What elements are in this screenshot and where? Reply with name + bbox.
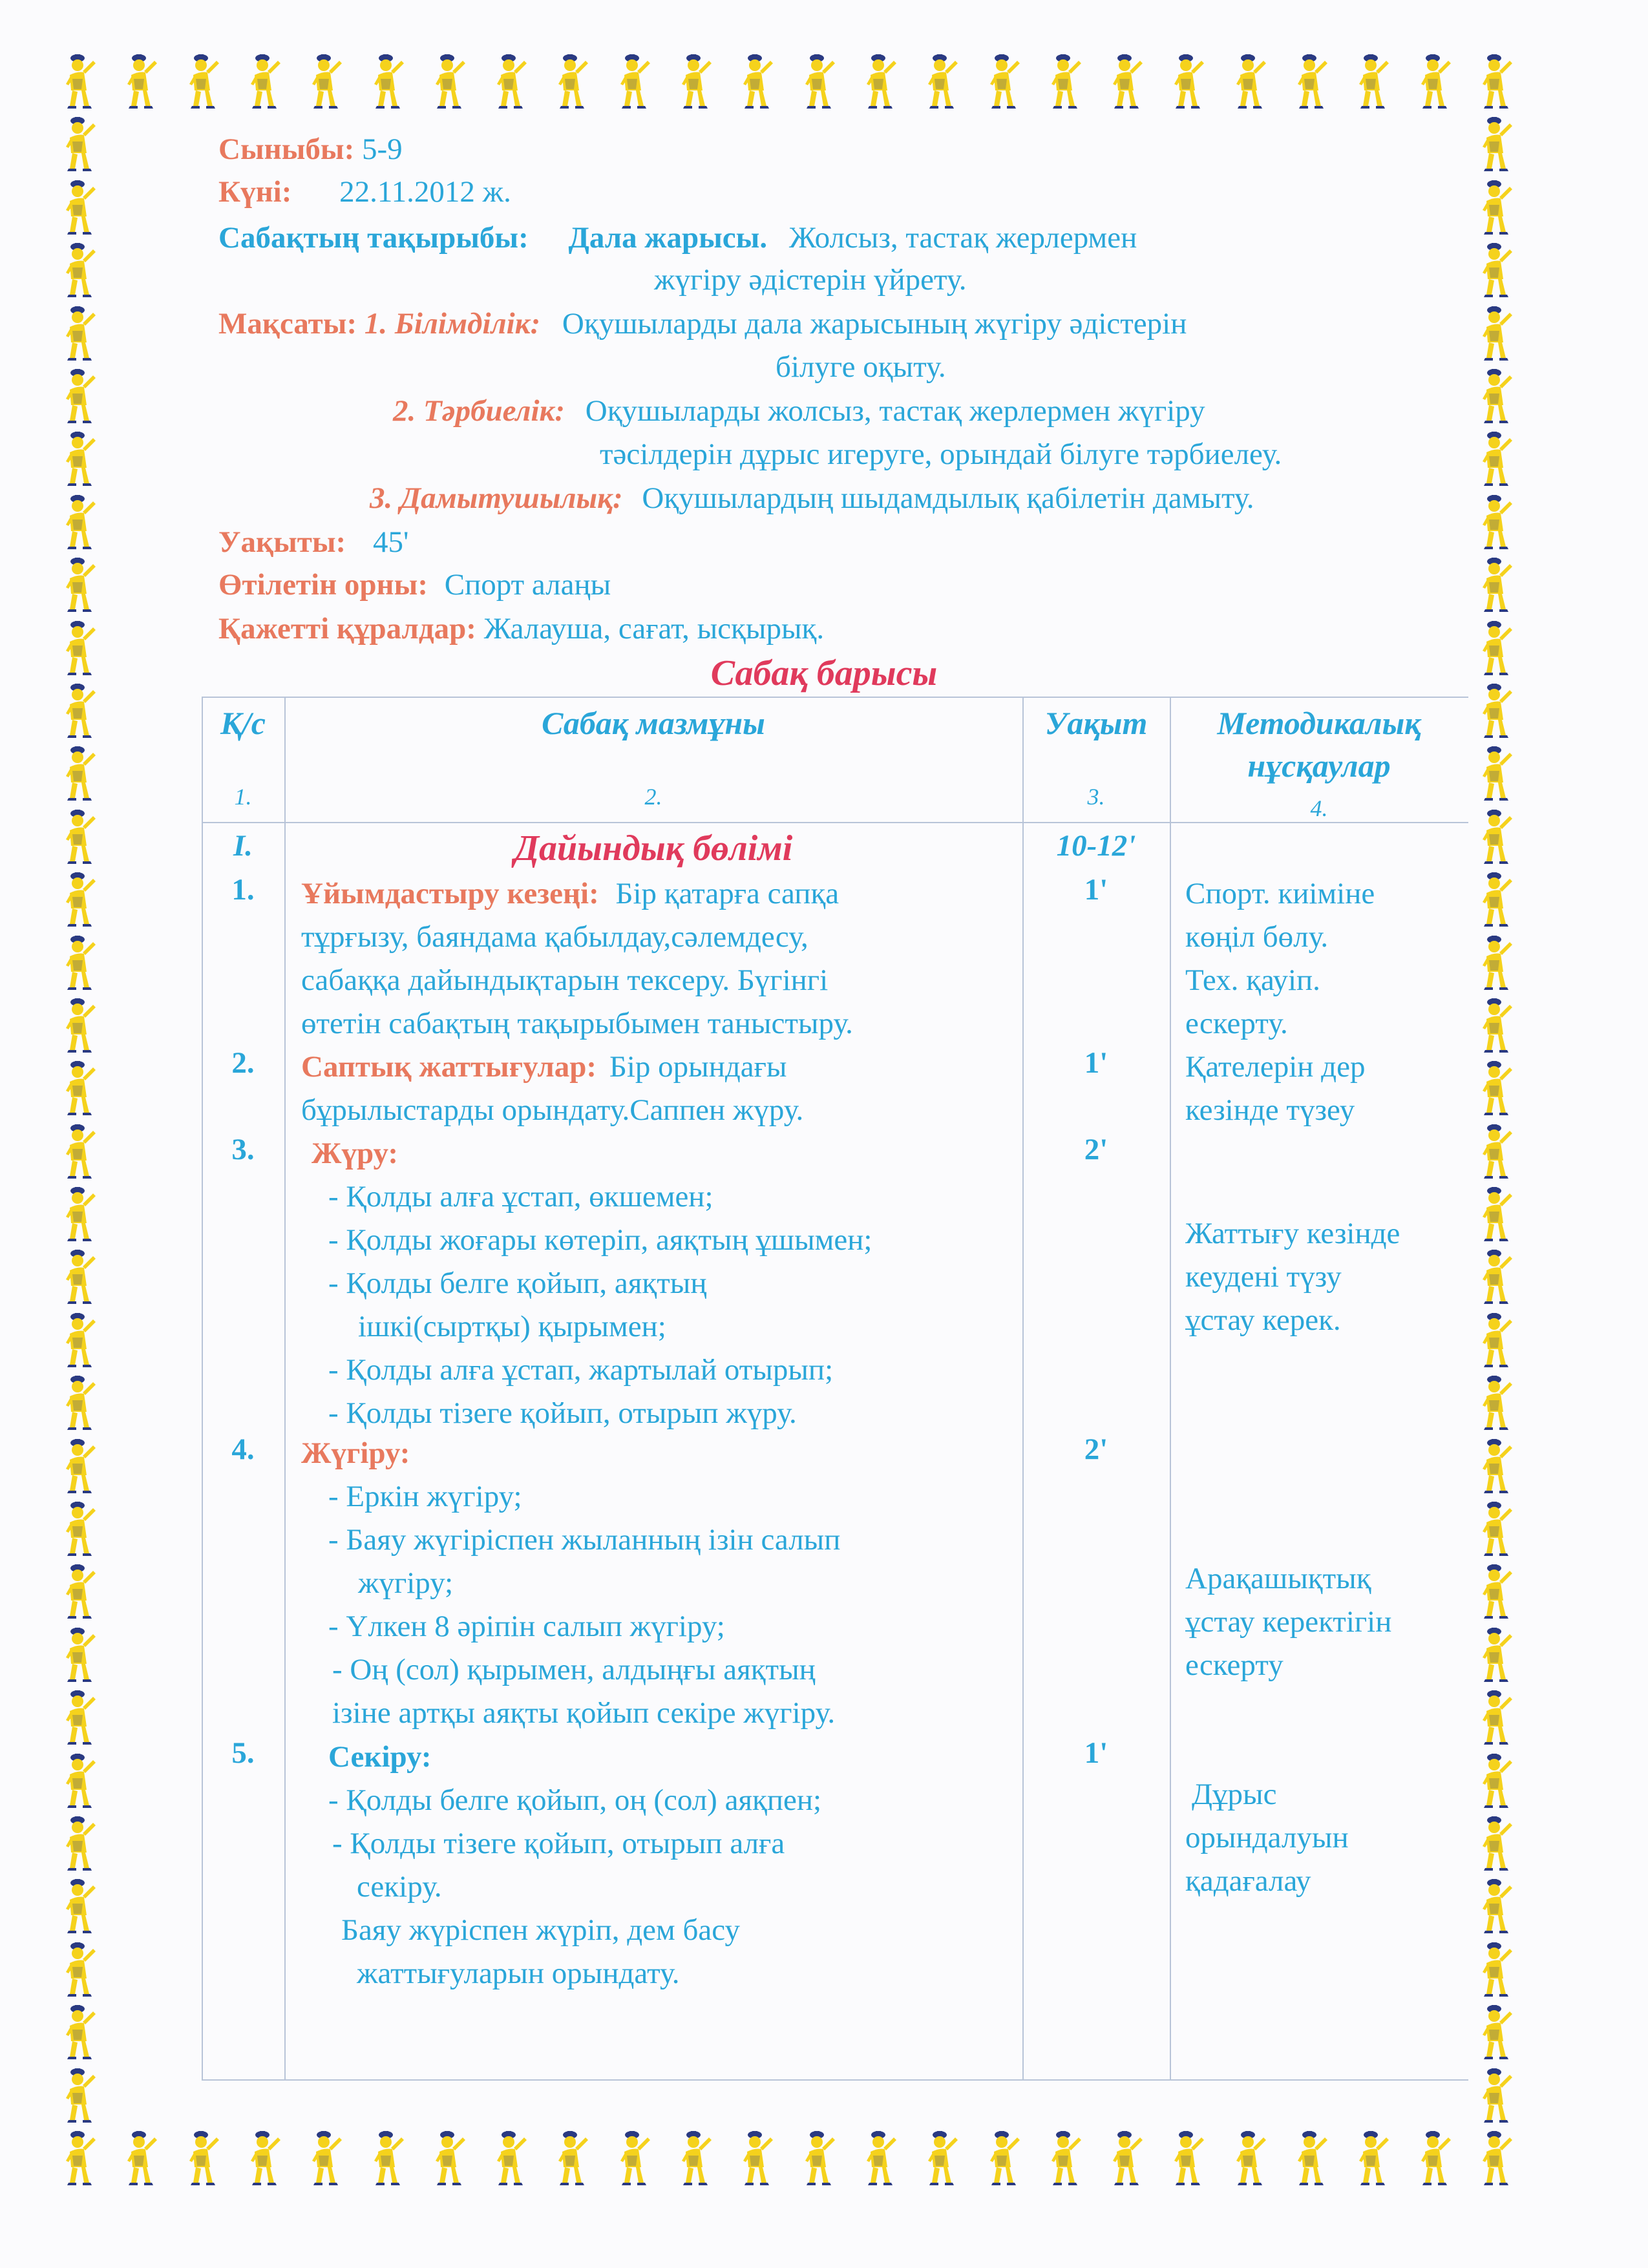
cartoon-figure-icon — [372, 2130, 407, 2187]
cartoon-figure-icon — [1357, 2130, 1391, 2187]
tools-label: Қажетті құралдар: — [218, 612, 476, 646]
cartoon-figure-icon — [63, 2004, 98, 2061]
lesson-title: Сабақ барысы — [710, 653, 938, 693]
header-number: Қ/с — [220, 705, 266, 741]
cartoon-figure-icon — [1480, 997, 1515, 1054]
table-left-border — [202, 697, 203, 2081]
note-4-line-2: орындалуын — [1185, 1821, 1349, 1854]
goals-label: Мақсаты: — [218, 307, 357, 341]
cartoon-figure-icon — [556, 2130, 591, 2187]
cartoon-figure-icon — [679, 2130, 714, 2187]
run-label: Жүгіру: — [301, 1436, 410, 1470]
cartoon-figure-icon — [1172, 2130, 1207, 2187]
cartoon-figure-icon — [372, 53, 407, 110]
table-top-border — [202, 697, 1468, 698]
tools-line — [218, 607, 824, 650]
class-line — [218, 128, 403, 171]
cartoon-figure-icon — [1480, 934, 1515, 991]
row-time-2: 1' — [1084, 1046, 1108, 1080]
header-content: Сабақ мазмұны — [542, 705, 765, 741]
cartoon-figure-icon — [1295, 53, 1330, 110]
cartoon-figure-icon — [1480, 1186, 1515, 1243]
section-time: 10-12' — [1056, 829, 1136, 863]
walk-item-2: - Қолды жоғары көтеріп, аяқтың ұшымен; — [328, 1223, 872, 1257]
cartoon-figure-icon — [988, 2130, 1022, 2187]
class-label: Сыныбы: — [218, 132, 355, 166]
content-org-line — [301, 872, 839, 916]
cartoon-figure-icon — [63, 305, 98, 362]
org-label: Ұйымдастыру кезеңі: — [301, 877, 599, 910]
org-text-3: сабаққа дайындықтарын тексеру. Бүгінгі — [301, 963, 829, 997]
cartoon-figure-icon — [1234, 2130, 1269, 2187]
walk-label: Жүру: — [312, 1137, 399, 1170]
cartoon-figure-icon — [1480, 1626, 1515, 1683]
cartoon-figure-icon — [125, 53, 160, 110]
table-header-border — [202, 822, 1468, 823]
cartoon-figure-icon — [63, 1815, 98, 1872]
cartoon-figure-icon — [1357, 53, 1391, 110]
cartoon-figure-icon — [1480, 1438, 1515, 1495]
note-1-line-5: Қателерін дер — [1185, 1050, 1366, 1084]
section-number: I. — [233, 829, 253, 863]
cartoon-figure-icon — [1172, 53, 1207, 110]
topic-text-cont: жүгіру әдістерін үйрету. — [654, 263, 967, 297]
table-col-divider-1 — [284, 697, 286, 2081]
cartoon-figure-icon — [187, 53, 222, 110]
cartoon-figure-icon — [63, 1752, 98, 1809]
col-number-4: 4. — [1310, 795, 1328, 821]
cartoon-figure-icon — [248, 2130, 283, 2187]
note-3-line-2: ұстау керектігін — [1185, 1605, 1392, 1639]
cartoon-figure-icon — [1110, 53, 1145, 110]
cartoon-figure-icon — [1480, 1312, 1515, 1369]
cartoon-figure-icon — [1480, 1060, 1515, 1117]
header-time: Уақыт — [1044, 705, 1148, 741]
row-time-5: 1' — [1084, 1736, 1108, 1770]
cartoon-figure-icon — [63, 1941, 98, 1998]
place-value: Спорт алаңы — [444, 568, 611, 602]
cartoon-figure-icon — [494, 2130, 529, 2187]
jump-item-2-cont: секіру. — [357, 1870, 442, 1904]
cartoon-figure-icon — [1480, 1941, 1515, 1998]
drill-text-2: бұрылыстарды орындату.Саппен жүру. — [301, 1093, 804, 1127]
run-item-2: - Баяу жүгіріспен жыланның ізін салып — [328, 1523, 841, 1557]
cartoon-figure-icon — [63, 871, 98, 928]
cartoon-figure-icon — [1480, 808, 1515, 865]
cartoon-figure-icon — [63, 1186, 98, 1243]
cartoon-figure-icon — [1480, 1563, 1515, 1620]
note-1-line-1: Спорт. киіміне — [1185, 877, 1375, 910]
table-col-divider-2 — [1022, 697, 1024, 2081]
cartoon-figure-icon — [1419, 53, 1453, 110]
goal2-text-cont: тәсілдерін дұрыс игеруге, орындай білуге тәрбиелеу. — [600, 437, 1282, 471]
cartoon-figure-icon — [63, 1123, 98, 1180]
cartoon-figure-icon — [741, 53, 776, 110]
cartoon-figure-icon — [63, 1500, 98, 1557]
cartoon-figure-icon — [1480, 179, 1515, 236]
note-4-line-3: қадағалау — [1185, 1864, 1311, 1898]
cartoon-figure-icon — [618, 2130, 653, 2187]
cartoon-figure-icon — [63, 242, 98, 299]
jump-label: Секіру: — [328, 1740, 432, 1774]
goal1-text: Оқушыларды дала жарысының жүгіру әдістерін — [562, 307, 1187, 341]
cartoon-figure-icon — [1480, 430, 1515, 487]
row-time-4: 2' — [1084, 1433, 1108, 1466]
cartoon-figure-icon — [63, 1689, 98, 1746]
cartoon-figure-icon — [1480, 305, 1515, 362]
note-1-line-3: Тех. қауіп. — [1185, 963, 1320, 997]
cartoon-figure-icon — [310, 53, 344, 110]
note-2-line-2: кеудені түзу — [1185, 1260, 1342, 1294]
cartoon-figure-icon — [1480, 116, 1515, 173]
jump-item-3-cont: жаттығуларын орындату. — [357, 1957, 680, 1990]
cartoon-figure-icon — [1480, 242, 1515, 299]
cartoon-figure-icon — [1480, 2004, 1515, 2061]
cartoon-figure-icon — [433, 53, 468, 110]
cartoon-figure-icon — [803, 53, 838, 110]
cartoon-figure-icon — [63, 2130, 98, 2187]
jump-item-2: - Қолды тізеге қойып, отырып алға — [332, 1827, 785, 1860]
cartoon-figure-icon — [63, 934, 98, 991]
cartoon-figure-icon — [988, 53, 1022, 110]
cartoon-figure-icon — [433, 2130, 468, 2187]
cartoon-figure-icon — [925, 2130, 960, 2187]
cartoon-figure-icon — [63, 2067, 98, 2124]
cartoon-figure-icon — [864, 53, 899, 110]
topic-label: Сабақтың тақырыбы: — [218, 221, 529, 255]
cartoon-figure-icon — [1480, 1123, 1515, 1180]
section-title: Дайындық бөлімі — [514, 828, 793, 868]
cartoon-figure-icon — [63, 1312, 98, 1369]
content-drill-line — [301, 1045, 787, 1089]
cartoon-figure-icon — [1295, 2130, 1330, 2187]
cartoon-figure-icon — [63, 179, 98, 236]
col-number-2: 2. — [644, 784, 662, 810]
note-2-line-1: Жаттығу кезінде — [1185, 1217, 1400, 1250]
run-item-4-cont: ізіне артқы аяқты қойып секіре жүгіру. — [332, 1696, 836, 1730]
cartoon-figure-icon — [1480, 53, 1515, 110]
cartoon-figure-icon — [494, 53, 529, 110]
goal2-label: 2. Тәрбиелік: — [393, 394, 565, 428]
cartoon-figure-icon — [63, 997, 98, 1054]
drill-label: Саптық жаттығулар: — [301, 1050, 597, 1084]
cartoon-figure-icon — [63, 745, 98, 802]
time-value: 45' — [372, 525, 409, 559]
cartoon-figure-icon — [1480, 745, 1515, 802]
run-item-2-cont: жүгіру; — [358, 1566, 454, 1600]
goal2-text: Оқушыларды жолсыз, тастақ жерлермен жүгіру — [585, 394, 1205, 428]
note-1-line-2: көңіл бөлу. — [1185, 920, 1329, 954]
cartoon-figure-icon — [187, 2130, 222, 2187]
goal3-line — [370, 477, 1254, 520]
walk-item-4: - Қолды алға ұстап, жартылай отырып; — [328, 1353, 834, 1387]
org-text-4: өтетін сабақтың тақырыбымен таныстыру. — [301, 1007, 853, 1040]
org-text-2: тұрғызу, баяндама қабылдау,сәлемдесу, — [301, 920, 808, 954]
cartoon-figure-icon — [1480, 368, 1515, 425]
cartoon-figure-icon — [63, 1878, 98, 1935]
walk-item-1: - Қолды алға ұстап, өкшемен; — [328, 1180, 713, 1213]
cartoon-figure-icon — [1480, 871, 1515, 928]
note-4-line-1: Дұрыс — [1192, 1778, 1277, 1811]
table-bottom-border — [202, 2079, 1468, 2081]
goal1-line — [218, 302, 1187, 345]
cartoon-figure-icon — [125, 2130, 160, 2187]
cartoon-figure-icon — [248, 53, 283, 110]
cartoon-figure-icon — [925, 53, 960, 110]
cartoon-figure-icon — [63, 808, 98, 865]
run-item-4: - Оң (сол) қырымен, алдыңғы аяқтың — [332, 1653, 816, 1686]
cartoon-figure-icon — [1480, 1500, 1515, 1557]
cartoon-figure-icon — [741, 2130, 776, 2187]
goal1-text-cont: білуге оқыту. — [776, 350, 946, 384]
place-line — [218, 563, 611, 606]
cartoon-figure-icon — [63, 1563, 98, 1620]
note-1-line-6: кезінде түзеу — [1185, 1093, 1355, 1127]
cartoon-figure-icon — [1480, 2130, 1515, 2187]
topic-text: Жолсыз, тастақ жерлермен — [788, 221, 1137, 255]
cartoon-figure-icon — [1049, 2130, 1084, 2187]
cartoon-figure-icon — [63, 116, 98, 173]
cartoon-figure-icon — [63, 1438, 98, 1495]
cartoon-figure-icon — [1480, 556, 1515, 613]
goal3-text: Оқушылардың шыдамдылық қабілетін дамыту. — [642, 481, 1254, 515]
cartoon-figure-icon — [63, 1626, 98, 1683]
row-time-3: 2' — [1084, 1133, 1108, 1166]
date-value: 22.11.2012 ж. — [339, 175, 511, 209]
cartoon-figure-icon — [1480, 1752, 1515, 1809]
row-time-1: 1' — [1084, 873, 1108, 907]
cartoon-figure-icon — [679, 53, 714, 110]
note-3-line-1: Арақашықтық — [1185, 1562, 1371, 1595]
cartoon-figure-icon — [803, 2130, 838, 2187]
cartoon-figure-icon — [1480, 1689, 1515, 1746]
note-1-line-4: ескерту. — [1185, 1007, 1288, 1040]
cartoon-figure-icon — [864, 2130, 899, 2187]
walk-item-3-cont: ішкі(сыртқы) қырымен; — [358, 1310, 666, 1343]
walk-item-3: - Қолды белге қойып, аяқтың — [328, 1266, 707, 1300]
cartoon-figure-icon — [1480, 2067, 1515, 2124]
tools-value: Жалауша, сағат, ысқырық. — [483, 612, 825, 646]
row-number-3: 3. — [231, 1133, 255, 1166]
topic-line — [218, 216, 1137, 259]
table-col-divider-3 — [1170, 697, 1171, 2081]
goal1-label: 1. Білімділік: — [364, 307, 541, 341]
cartoon-figure-icon — [1049, 53, 1084, 110]
date-label: Күні: — [218, 175, 292, 209]
cartoon-figure-icon — [556, 53, 591, 110]
cartoon-figure-icon — [63, 1060, 98, 1117]
class-value: 5-9 — [362, 132, 403, 166]
cartoon-figure-icon — [310, 2130, 344, 2187]
cartoon-figure-icon — [1234, 53, 1269, 110]
time-line — [218, 521, 408, 563]
drill-text: Бір орындағы — [609, 1050, 787, 1084]
jump-item-3: Баяу жүріспен жүріп, дем басу — [341, 1913, 740, 1947]
cartoon-figure-icon — [1480, 1248, 1515, 1305]
cartoon-figure-icon — [1419, 2130, 1453, 2187]
cartoon-figure-icon — [63, 430, 98, 487]
col-number-1: 1. — [234, 784, 252, 810]
cartoon-figure-icon — [618, 53, 653, 110]
goal3-label: 3. Дамытушылық: — [370, 481, 623, 515]
date-line — [218, 171, 511, 213]
run-item-3: - Үлкен 8 әріпін салып жүгіру; — [328, 1610, 725, 1643]
note-3-line-3: ескерту — [1185, 1648, 1284, 1682]
cartoon-figure-icon — [63, 1248, 98, 1305]
header-methodical: Методикалық — [1217, 705, 1421, 741]
cartoon-figure-icon — [1480, 494, 1515, 551]
place-label: Өтілетін орны: — [218, 568, 428, 602]
cartoon-figure-icon — [1110, 2130, 1145, 2187]
row-number-2: 2. — [231, 1046, 255, 1080]
cartoon-figure-icon — [63, 368, 98, 425]
walk-item-5: - Қолды тізеге қойып, отырып жүру. — [328, 1396, 797, 1430]
row-number-1: 1. — [231, 873, 255, 907]
note-2-line-3: ұстау керек. — [1185, 1303, 1341, 1337]
cartoon-figure-icon — [1480, 1878, 1515, 1935]
cartoon-figure-icon — [1480, 1815, 1515, 1872]
cartoon-figure-icon — [63, 494, 98, 551]
cartoon-figure-icon — [63, 1374, 98, 1431]
org-text: Бір қатарға сапқа — [615, 877, 840, 910]
cartoon-figure-icon — [63, 53, 98, 110]
row-number-4: 4. — [231, 1433, 255, 1466]
col-number-3: 3. — [1087, 784, 1105, 810]
topic-title: Дала жарысы. — [568, 221, 768, 255]
row-number-5: 5. — [231, 1736, 255, 1770]
cartoon-figure-icon — [1480, 1374, 1515, 1431]
time-label: Уақыты: — [218, 525, 346, 559]
cartoon-figure-icon — [63, 556, 98, 613]
header-instructions: нұсқаулар — [1247, 748, 1391, 784]
run-item-1: - Еркін жүгіру; — [328, 1480, 522, 1513]
jump-item-1: - Қолды белге қойып, оң (сол) аяқпен; — [328, 1783, 822, 1817]
goal2-line — [393, 390, 1205, 432]
